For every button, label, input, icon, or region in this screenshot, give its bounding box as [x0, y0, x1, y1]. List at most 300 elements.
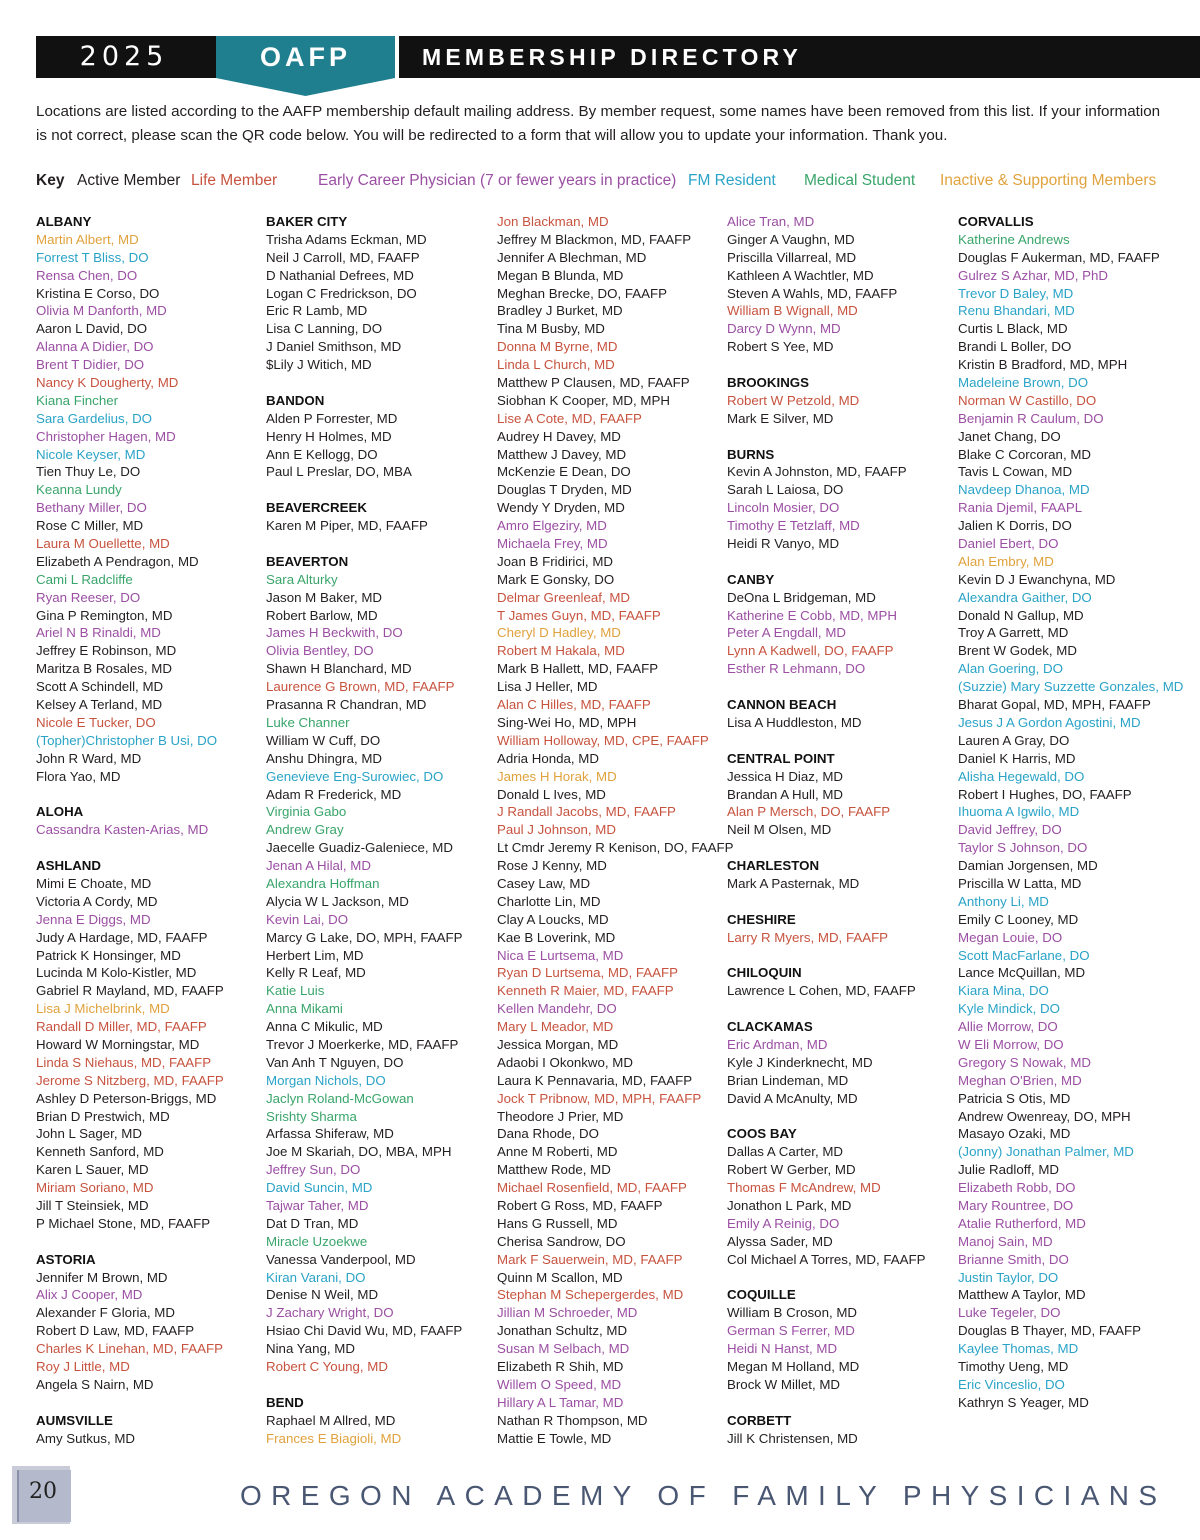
member-active: Lauren A Gray, DO [958, 732, 1070, 748]
key-active-member: Active Member [77, 172, 181, 189]
member-active: Casey Law, MD [497, 875, 591, 891]
spacer [727, 732, 955, 750]
member-active: Dallas A Carter, MD [727, 1144, 844, 1160]
member-life: William B Wignall, MD [727, 303, 858, 319]
member-active: Mark E Silver, MD [727, 410, 834, 426]
member-active: Mark A Pasternak, MD [727, 875, 860, 891]
member-life: Ryan D Lurtsema, MD, FAAFP [497, 965, 679, 981]
member-fm-resident: (Suzzie) Mary Suzzette Gonzales, MD [958, 679, 1184, 695]
header-year: 2025 [79, 41, 169, 72]
member-fm-resident: Alan Goering, DO [958, 661, 1063, 677]
member-active: Mark E Gonsky, DO [497, 571, 615, 587]
member-active: Masayo Ozaki, MD [958, 1126, 1071, 1142]
footer-org-name: OREGON ACADEMY OF FAMILY PHYSICIANS [240, 1480, 1167, 1511]
directory-column-1 [36, 213, 264, 1447]
page-number: 20 [29, 1479, 57, 1504]
member-active: Damian Jorgensen, MD [958, 858, 1098, 874]
member-life: Robert C Young, MD [266, 1359, 388, 1374]
member-fm-resident: Renu Bhandari, MD [958, 303, 1075, 319]
member-active: Joe M Skariah, DO, MBA, MPH [266, 1144, 452, 1160]
member-active: Wendy Y Dryden, MD [497, 500, 625, 516]
member-active: Rose J Kenny, MD [497, 858, 607, 874]
member-active: Megan B Blunda, MD [497, 267, 624, 283]
member-active: Jason M Baker, MD [266, 589, 383, 605]
member-active: Robert G Ross, MD, FAAFP [497, 1197, 663, 1213]
member-active: Trisha Adams Eckman, MD [266, 231, 427, 247]
member-active: Lisa J Heller, MD [497, 679, 598, 695]
member-active: Charlotte Lin, MD [497, 893, 601, 909]
member-early-career: Taylor S Johnson, DO [958, 840, 1088, 856]
member-early-career: Emily A Reinig, DO [727, 1215, 840, 1231]
member-early-career: Megan Louie, DO [958, 929, 1063, 945]
member-medical-student: Andrew Gray [266, 822, 344, 838]
member-active: Emily C Looney, MD [958, 911, 1079, 927]
member-life: William Holloway, MD, CPE, FAAFP [497, 732, 709, 748]
member-early-career: Olivia Bentley, DO [266, 643, 374, 659]
spacer [36, 786, 264, 804]
member-active: Bradley J Burket, MD [497, 303, 623, 319]
member-active: Trevor J Moerkerke, MD, FAAFP [266, 1036, 459, 1052]
member-early-career: Alanna A Didier, DO [36, 339, 154, 355]
member-active: Lisa A Huddleston, MD [727, 714, 862, 730]
member-active: Robert I Hughes, DO, FAAFP [958, 786, 1132, 802]
member-early-career: Kellen Mandehr, DO [497, 1001, 617, 1017]
member-active: Robert W Gerber, MD [727, 1162, 856, 1178]
member-active: Sarah L Laiosa, DO [727, 482, 844, 498]
member-active: William B Croson, MD [727, 1305, 858, 1321]
directory-column-3 [497, 213, 734, 1447]
member-early-career: J Zachary Wright, DO [266, 1305, 394, 1321]
intro-paragraph: Locations are listed according to the AAFP membership default mailing address. By member request, some names have been removed from this list. If your information is not correct, please scan the QR code below. You will be redirected to a form that will allow you to update your information. Thank you. [36, 103, 1161, 144]
member-life: T James Guyn, MD, FAAFP [497, 607, 661, 623]
member-early-career: Brianne Smith, DO [958, 1251, 1069, 1267]
member-active: Douglas B Thayer, MD, FAAFP [958, 1323, 1142, 1339]
member-early-career: Lincoln Mosier, DO [727, 500, 840, 516]
member-life: Laurence G Brown, MD, FAAFP [266, 679, 455, 695]
key-medical-student: Medical Student [804, 172, 916, 189]
member-active: David A McAnulty, MD [727, 1090, 858, 1106]
member-active: Adria Honda, MD [497, 750, 599, 766]
member-medical-student: Katherine Andrews [958, 231, 1070, 247]
member-inactive: James H Horak, MD [497, 768, 617, 784]
member-active: Bharat Gopal, MD, MPH, FAAFP [958, 697, 1151, 713]
member-active: Jeffrey E Robinson, MD [36, 643, 177, 659]
member-active: Anna C Mikulic, MD [266, 1019, 383, 1035]
header-org: OAFP [259, 42, 351, 72]
city-heading: BANDON [266, 392, 325, 408]
spacer [727, 839, 955, 857]
member-active: Col Michael A Torres, MD, FAAFP [727, 1251, 926, 1267]
member-active: Julie Radloff, MD [958, 1162, 1059, 1178]
member-life: Jock T Pribnow, MD, MPH, FAAFP [497, 1090, 702, 1106]
city-heading: CENTRAL POINT [727, 750, 835, 766]
member-active: Donald N Gallup, MD [958, 607, 1084, 623]
city-heading: BEND [266, 1394, 304, 1410]
member-active: Vanessa Vanderpool, MD [266, 1251, 416, 1267]
spacer [727, 1394, 955, 1412]
spacer [266, 481, 494, 499]
spacer [727, 947, 955, 965]
member-life: Linda S Niehaus, MD, FAAFP [36, 1054, 212, 1070]
member-early-career: Manoj Sain, MD [958, 1233, 1053, 1249]
member-life: Norman W Castillo, DO [958, 392, 1097, 408]
member-life: Mary L Meador, MD [497, 1019, 614, 1035]
member-fm-resident: Forrest T Bliss, DO [36, 249, 149, 265]
directory-column-2 [266, 213, 494, 1447]
member-fm-resident: Anthony Li, MD [958, 893, 1049, 909]
header-title: MEMBERSHIP DIRECTORY [422, 44, 803, 70]
member-active: Andrew Owenreay, DO, MPH [958, 1108, 1131, 1124]
member-early-career: Mary Rountree, DO [958, 1197, 1074, 1213]
member-active: Brian D Prestwich, MD [36, 1108, 170, 1124]
member-active: Quinn M Scallon, MD [497, 1269, 623, 1285]
member-early-career: Darcy D Wynn, MD [727, 321, 841, 337]
member-active: Jeffrey M Blackmon, MD, FAAFP [497, 231, 692, 247]
member-early-career: Willem O Speed, MD [497, 1376, 622, 1392]
key-life-member: Life Member [191, 172, 278, 189]
key-early-career: Early Career Physician (7 or fewer years in practice) [318, 172, 677, 189]
member-life: Nancy K Dougherty, MD [36, 375, 179, 391]
member-medical-student: Luke Channer [266, 714, 350, 730]
member-life: Miriam Soriano, MD [36, 1180, 154, 1196]
member-active: Donald L Ives, MD [497, 786, 606, 802]
member-medical-student: Virginia Gabo [266, 804, 347, 820]
city-heading: COQUILLE [727, 1287, 796, 1303]
spacer [727, 678, 955, 696]
member-active: Siobhan K Cooper, MD, MPH [497, 392, 670, 408]
member-active: Raphael M Allred, MD [266, 1412, 396, 1428]
member-active: John R Ward, MD [36, 750, 142, 766]
member-active: Amy Sutkus, MD [36, 1430, 136, 1446]
member-early-career: Meghan O'Brien, MD [958, 1072, 1082, 1088]
member-early-career: David Jeffrey, DO [958, 822, 1062, 838]
member-active: McKenzie E Dean, DO [497, 464, 631, 480]
member-active: Robert S Yee, MD [727, 339, 834, 355]
member-early-career: Tajwar Taher, MD [266, 1197, 369, 1213]
member-active: Shawn H Blanchard, MD [266, 661, 412, 677]
member-active: Jennifer M Brown, MD [36, 1269, 168, 1285]
spacer [727, 553, 955, 571]
member-active: Logan C Fredrickson, DO [266, 285, 417, 301]
member-early-career: Heidi N Hanst, MD [727, 1341, 838, 1357]
spacer [36, 1233, 264, 1251]
member-active: Patricia S Otis, MD [958, 1090, 1071, 1106]
member-active: Judy A Hardage, MD, FAAFP [36, 929, 208, 945]
member-active: Karen L Sauer, MD [36, 1162, 149, 1178]
member-life: Laura M Ouellette, MD [36, 536, 170, 552]
member-medical-student: Anna Mikami [266, 1001, 343, 1017]
member-active: Hsiao Chi David Wu, MD, FAAFP [266, 1323, 463, 1339]
member-active: Neil J Carroll, MD, FAAFP [266, 249, 420, 265]
member-active: Mark B Hallett, MD, FAAFP [497, 661, 659, 677]
member-early-career: Gulrez S Azhar, MD, PhD [958, 267, 1109, 283]
member-active: Jessica H Diaz, MD [727, 768, 843, 784]
member-early-career: Esther R Lehmann, DO [727, 661, 866, 677]
member-fm-resident: Morgan Nichols, DO [266, 1072, 386, 1088]
member-early-career: W Eli Morrow, DO [958, 1036, 1064, 1052]
member-active: Van Anh T Nguyen, DO [266, 1054, 404, 1070]
member-fm-resident: Eric Vinceslio, DO [958, 1376, 1065, 1392]
member-active: Jennifer A Blechman, MD [497, 249, 647, 265]
member-fm-resident: (Topher)Christopher B Usi, DO [36, 732, 218, 748]
member-early-career: Atalie Rutherford, MD [958, 1215, 1086, 1231]
member-fm-resident: Trevor D Baley, MD [958, 285, 1074, 301]
member-active: Curtis L Black, MD [958, 321, 1068, 337]
member-life: Alan P Mersch, DO, FAAFP [727, 804, 891, 820]
member-fm-resident: Scott MacFarlane, DO [958, 947, 1090, 963]
city-heading: CANNON BEACH [727, 697, 837, 713]
member-active: Ginger A Vaughn, MD [727, 231, 855, 247]
member-active: Jonathan Schultz, MD [497, 1323, 628, 1339]
member-active: Gina P Remington, MD [36, 607, 173, 623]
member-active: Rose C Miller, MD [36, 518, 144, 534]
member-active: Anne M Roberti, MD [497, 1144, 618, 1160]
member-early-career: Jenna E Diggs, MD [36, 911, 151, 927]
member-active: Ann E Kellogg, DO [266, 446, 378, 462]
member-early-career: Ariel N B Rinaldi, MD [36, 625, 161, 641]
member-active: Brock W Millet, MD [727, 1376, 841, 1392]
member-active: Jessica Morgan, MD [497, 1036, 619, 1052]
city-heading: CANBY [727, 571, 775, 587]
member-active: Dat D Tran, MD [266, 1215, 359, 1231]
member-active: J Daniel Smithson, MD [266, 339, 402, 355]
member-early-career: Jeffrey Sun, DO [266, 1162, 361, 1178]
member-active: Jaecelle Guadiz-Galeniece, MD [266, 840, 453, 856]
member-early-career: Kevin Lai, DO [266, 911, 349, 927]
member-early-career: Cassandra Kasten-Arias, MD [36, 822, 209, 838]
member-active: William W Cuff, DO [266, 732, 381, 748]
member-medical-student: Katie Luis [266, 983, 325, 999]
member-early-career: Katherine E Cobb, MD, MPH [727, 607, 897, 623]
member-active: Lawrence L Cohen, MD, FAAFP [727, 983, 916, 999]
member-active: Lt Cmdr Jeremy R Kenison, DO, FAAFP [497, 840, 734, 856]
member-active: Anshu Dhingra, MD [266, 750, 383, 766]
spacer [727, 1108, 955, 1126]
member-life: Robert M Hakala, MD [497, 643, 625, 659]
member-active: Megan M Holland, MD [727, 1359, 860, 1374]
member-active: Kathryn S Yeager, MD [958, 1394, 1089, 1410]
member-active: Nina Yang, MD [266, 1341, 355, 1357]
member-active: Troy A Garrett, MD [958, 625, 1069, 641]
member-active: Laura K Pennavaria, MD, FAAFP [497, 1072, 693, 1088]
member-life: Randall D Miller, MD, FAAFP [36, 1019, 207, 1035]
member-active: Angela S Nairn, MD [36, 1376, 154, 1392]
member-life: J Randall Jacobs, MD, FAAFP [497, 804, 676, 820]
member-active: Eric R Lamb, MD [266, 303, 368, 319]
city-heading: BAKER CITY [266, 214, 348, 229]
member-medical-student: Jaclyn Roland-McGowan [266, 1090, 414, 1106]
member-active: Theodore J Prier, MD [497, 1108, 624, 1124]
member-active: John L Sager, MD [36, 1126, 142, 1142]
member-early-career: Timothy E Tetzlaff, MD [727, 518, 860, 534]
member-early-career: Hillary A L Tamar, MD [497, 1394, 624, 1410]
member-active: Douglas F Aukerman, MD, FAAFP [958, 249, 1160, 265]
member-early-career: Gregory S Nowak, MD [958, 1054, 1092, 1070]
member-fm-resident: Navdeep Dhanoa, MD [958, 482, 1090, 498]
member-life: Delmar Greenleaf, MD [497, 589, 631, 605]
member-active: Kelsey A Terland, MD [36, 697, 163, 713]
member-active: D Nathanial Defrees, MD [266, 267, 414, 283]
member-medical-student: Kiana Fincher [36, 392, 119, 408]
member-early-career: James H Beckwith, DO [266, 625, 403, 641]
member-life: Alan C Hilles, MD, FAAFP [497, 697, 651, 713]
member-early-career: Eric Ardman, MD [727, 1036, 828, 1052]
member-fm-resident: Sara Gardelius, DO [36, 410, 153, 426]
member-active: Jonathon L Park, MD [727, 1197, 852, 1213]
member-active: Kristin B Bradford, MD, MPH [958, 357, 1128, 373]
member-active: Steven A Wahls, MD, FAAFP [727, 285, 898, 301]
member-medical-student: Srishty Sharma [266, 1108, 357, 1124]
member-life: Thomas F McAndrew, MD [727, 1180, 881, 1196]
member-early-career: German S Ferrer, MD [727, 1323, 855, 1339]
spacer [727, 428, 955, 446]
member-active: Ashley D Peterson-Briggs, MD [36, 1090, 217, 1106]
member-life: Jerome S Nitzberg, MD, FAAFP [36, 1072, 224, 1088]
member-active: Kristina E Corso, DO [36, 285, 160, 301]
member-active: Kathleen A Wachtler, MD [727, 267, 874, 283]
member-active: Kenneth Sanford, MD [36, 1144, 164, 1160]
member-early-career: Ryan Reeser, DO [36, 589, 141, 605]
member-fm-resident: Madeleine Brown, DO [958, 375, 1089, 391]
member-fm-resident: David Suncin, MD [266, 1180, 373, 1196]
member-active: Heidi R Vanyo, MD [727, 536, 840, 552]
city-heading: COOS BAY [727, 1126, 797, 1142]
member-active: Matthew P Clausen, MD, FAAFP [497, 375, 690, 391]
member-life: Roy J Little, MD [36, 1359, 130, 1374]
city-heading: CLACKAMAS [727, 1019, 813, 1035]
city-heading: CHARLESTON [727, 858, 820, 874]
member-active: Tien Thuy Le, DO [36, 464, 141, 480]
member-active: Tavis L Cowan, MD [958, 464, 1073, 480]
member-life: Lise A Cote, MD, FAAFP [497, 410, 642, 426]
member-early-career: Jillian M Schroeder, MD [497, 1305, 638, 1321]
directory-column-4 [727, 213, 955, 1447]
spacer [266, 535, 494, 553]
member-medical-student: Keanna Lundy [36, 482, 122, 498]
spacer [727, 893, 955, 911]
header-org-tab [216, 36, 395, 96]
member-life: Linda L Church, MD [497, 357, 615, 373]
member-active: Kyle J Kinderknecht, MD [727, 1054, 873, 1070]
member-early-career: Susan M Selbach, MD [497, 1341, 630, 1357]
key-fm-resident: FM Resident [688, 172, 776, 189]
city-heading: ASTORIA [36, 1251, 96, 1267]
member-active: Jill K Christensen, MD [727, 1430, 858, 1446]
member-early-career: Rensa Chen, DO [36, 267, 138, 283]
member-active: Kelly R Leaf, MD [266, 965, 366, 981]
spacer [727, 356, 955, 374]
key-label: Key [36, 172, 65, 189]
city-heading: BURNS [727, 446, 775, 462]
city-heading: ASHLAND [36, 858, 102, 874]
member-early-career: Jenan A Hilal, MD [266, 858, 371, 874]
city-heading: CORBETT [727, 1412, 792, 1428]
member-active: Matthew J Davey, MD [497, 446, 627, 462]
member-fm-resident: Genevieve Eng-Surowiec, DO [266, 768, 444, 784]
member-early-career: Peter A Engdall, MD [727, 625, 846, 641]
member-active: Adaobi I Okonkwo, MD [497, 1054, 633, 1070]
member-active: Lucinda M Kolo-Kistler, MD [36, 965, 197, 981]
member-active: Kae B Loverink, MD [497, 929, 616, 945]
member-fm-resident: Jesus J A Gordon Agostini, MD [958, 714, 1141, 730]
spacer [727, 1000, 955, 1018]
city-heading: BEAVERTON [266, 553, 349, 569]
member-life: Robert W Petzold, MD [727, 392, 860, 408]
member-life: Charles K Linehan, MD, FAAFP [36, 1341, 223, 1357]
spacer [727, 1269, 955, 1287]
spacer [266, 1376, 494, 1394]
member-life: Jon Blackman, MD [497, 214, 609, 229]
member-active: Gabriel R Mayland, MD, FAAFP [36, 983, 224, 999]
city-heading: CHESHIRE [727, 911, 796, 927]
member-active: Lisa C Lanning, DO [266, 321, 383, 337]
member-active: Nathan R Thompson, MD [497, 1412, 648, 1428]
member-active: Matthew Rode, MD [497, 1162, 611, 1178]
member-inactive: Lisa J Michelbrink, MD [36, 1001, 170, 1017]
member-active: Robert Barlow, MD [266, 607, 378, 623]
member-active: Timothy Ueng, MD [958, 1359, 1069, 1374]
member-fm-resident: Kyle Mindick, DO [958, 1001, 1060, 1017]
member-fm-resident: Justin Taylor, DO [958, 1269, 1059, 1285]
member-early-career: Luke Tegeler, DO [958, 1305, 1061, 1321]
member-active: Robert D Law, MD, FAAFP [36, 1323, 195, 1339]
member-active: Prasanna R Chandran, MD [266, 697, 427, 713]
member-life: Michael Rosenfield, MD, FAAFP [497, 1180, 687, 1196]
member-active: Matthew A Taylor, MD [958, 1287, 1086, 1303]
member-active: Elizabeth R Shih, MD [497, 1359, 624, 1374]
member-early-career: Michaela Frey, MD [497, 536, 608, 552]
member-inactive: Martin Albert, MD [36, 231, 139, 247]
member-active: Mattie E Towle, MD [497, 1430, 612, 1446]
member-active: Alden P Forrester, MD [266, 410, 398, 426]
member-active: Mimi E Choate, MD [36, 875, 152, 891]
member-active: Audrey H Davey, MD [497, 428, 621, 444]
member-active: Brandan A Hull, MD [727, 786, 844, 802]
member-early-career: Allie Morrow, DO [958, 1019, 1058, 1035]
city-heading: BROOKINGS [727, 375, 810, 391]
member-active: Brian Lindeman, MD [727, 1072, 849, 1088]
member-active: Kevin A Johnston, MD, FAAFP [727, 464, 907, 480]
member-active: DeOna L Bridgeman, MD [727, 589, 876, 605]
member-active: Henry H Holmes, MD [266, 428, 392, 444]
member-early-career: Benjamin R Caulum, DO [958, 410, 1104, 426]
member-active: Priscilla Villarreal, MD [727, 249, 857, 265]
member-early-career: Bethany Miller, DO [36, 500, 147, 516]
member-medical-student: Sara Alturky [266, 571, 338, 587]
city-heading: BEAVERCREEK [266, 500, 367, 516]
member-active: Neil M Olsen, MD [727, 822, 832, 838]
member-active: Dana Rhode, DO [497, 1126, 599, 1142]
member-inactive: Alan Embry, MD [958, 553, 1054, 569]
member-fm-resident: Kaylee Thomas, MD [958, 1341, 1079, 1357]
member-fm-resident: Alisha Hegewald, DO [958, 768, 1085, 784]
member-medical-student: Cami L Radcliffe [36, 571, 133, 587]
member-active: Karen M Piper, MD, FAAFP [266, 518, 428, 534]
member-life: Paul J Johnson, MD [497, 822, 616, 838]
member-life: Donna M Byrne, MD [497, 339, 618, 355]
city-heading: CHILOQUIN [727, 965, 802, 981]
member-active: Howard W Morningstar, MD [36, 1036, 200, 1052]
member-active: Blake C Corcoran, MD [958, 446, 1092, 462]
spacer [36, 839, 264, 857]
member-active: Cherisa Sandrow, DO [497, 1233, 626, 1249]
member-active: Aaron L David, DO [36, 321, 148, 337]
member-life: Larry R Myers, MD, FAAFP [727, 929, 889, 945]
city-heading: ALBANY [36, 214, 92, 229]
member-active: Herbert Lim, MD [266, 947, 364, 963]
member-life: Kenneth R Maier, MD, FAAFP [497, 983, 674, 999]
member-early-career: Christopher Hagen, MD [36, 428, 176, 444]
